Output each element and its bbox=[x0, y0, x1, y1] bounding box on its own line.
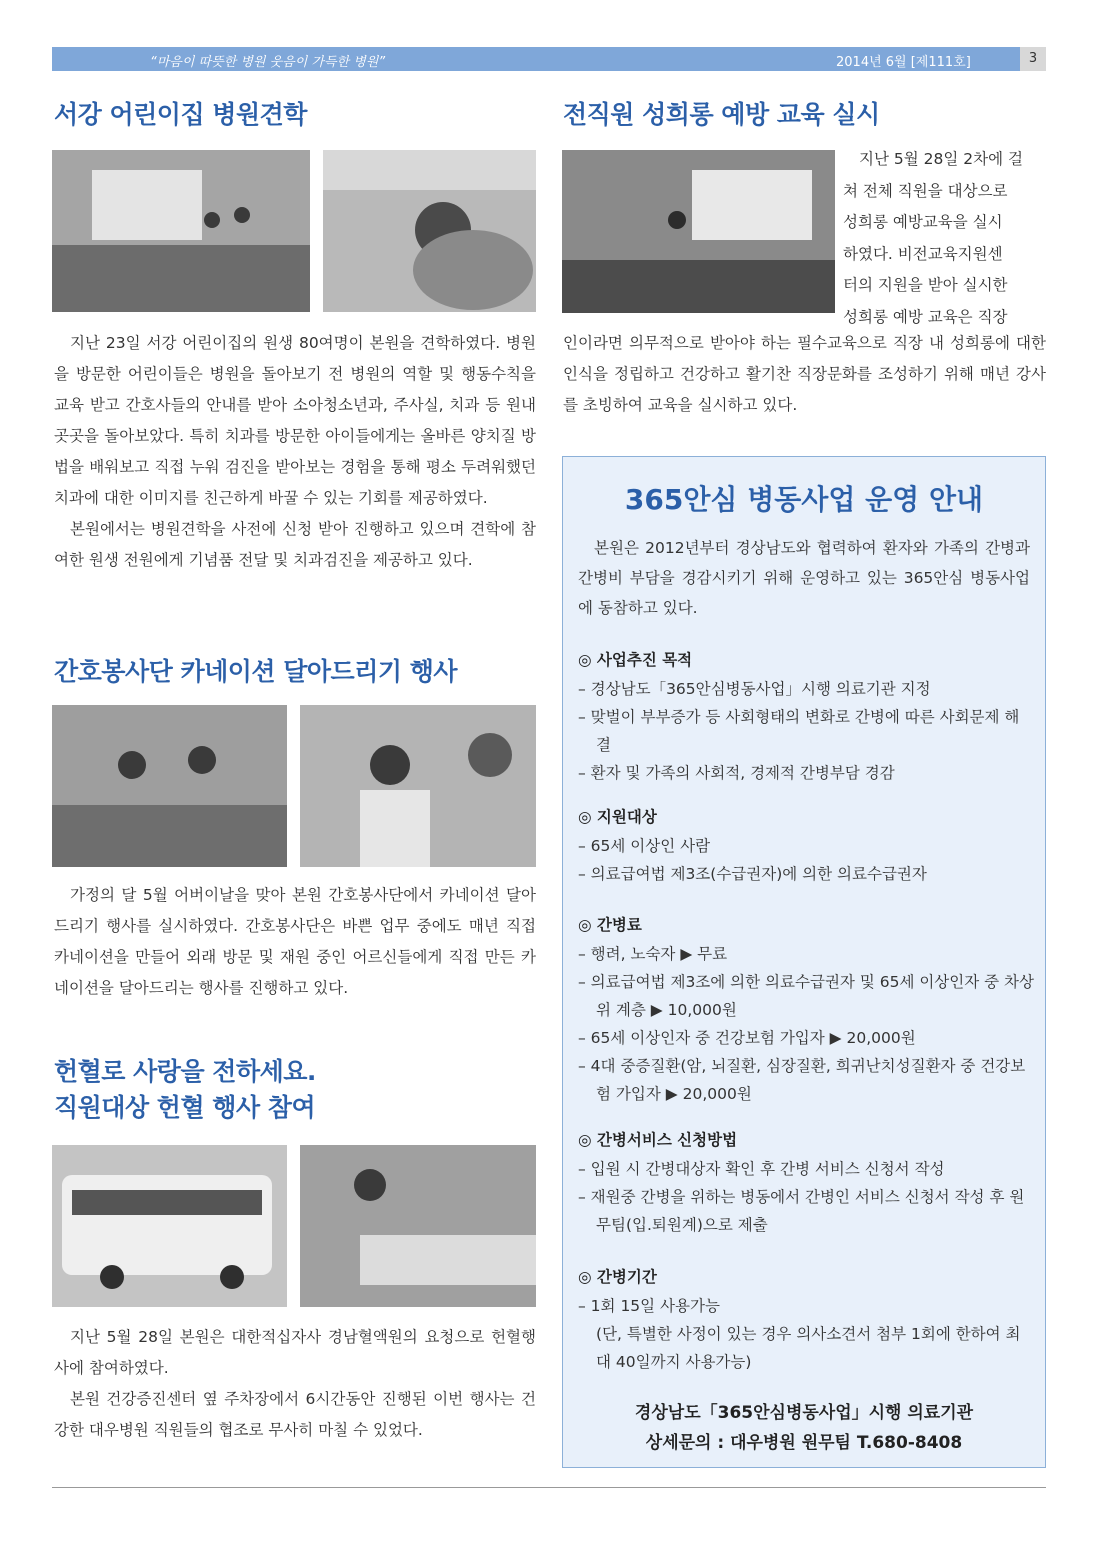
article-harassment-continuation bbox=[563, 328, 1046, 421]
section-item: – 의료급여법 제3조(수급권자)에 의한 의료수급권자 bbox=[578, 865, 927, 883]
article-carnation-body bbox=[54, 880, 536, 1004]
notice-title: 365안심 병동사업 운영 안내 bbox=[624, 483, 984, 516]
photo-dental-checkup bbox=[323, 150, 536, 312]
article-blood-paragraph: 지난 5월 28일 본원은 대한적십자사 경남혈액원의 요청으로 헌혈행사에 참여하였다. bbox=[54, 1328, 536, 1377]
article-carnation-paragraph: 가정의 달 5월 어버이날을 맞아 본원 간호봉사단에서 카네이션 달아드리기 행사를 실시하였다. 간호봉사단은 바쁜 업무 중에도 매년 직접 카네이션을 만들어 외래 방문 및 재원 중인 어르신들에게 직접 만든 카네이션을 달아드리는 행사를 진행하고 있다. bbox=[54, 886, 536, 997]
photo-blood-donation-bed bbox=[300, 1145, 536, 1307]
article-harassment-line: 터의 지원을 받아 실시한 bbox=[843, 276, 1008, 294]
section-item: – 65세 이상인 사람 bbox=[578, 837, 711, 855]
article-harassment-continuation-text: 인이라면 의무적으로 받아야 하는 필수교육으로 직장 내 성희롱에 대한 인식을 정립하고 건강하고 활기찬 직장문화를 조성하기 위해 매년 강사를 초빙하여 교육을 실시하고 있다. bbox=[563, 334, 1046, 414]
page-number: 3 bbox=[1028, 51, 1038, 66]
article-harassment-line: 성희롱 예방 교육은 직장 bbox=[843, 307, 1008, 326]
section-item: – 입원 시 간병대상자 확인 후 간병 서비스 신청서 작성 bbox=[578, 1160, 945, 1178]
section-item: – 경상남도「365안심병동사업」시행 의료기관 지정 bbox=[578, 680, 931, 698]
section-heading: ◎ 지원대상 bbox=[578, 808, 657, 826]
header-slogan: “마음이 따뜻한 병원 웃음이 가득한 병원” bbox=[150, 55, 386, 70]
section-note: (단, 특별한 사정이 있는 경우 의사소견서 첨부 1회에 한하여 최대 40일까지 사용가능) bbox=[596, 1325, 1021, 1371]
section-heading: ◎ 간병료 bbox=[578, 916, 642, 934]
article-harassment-side-text bbox=[843, 144, 1046, 333]
article-kindergarten-title: 서강 어린이집 병원견학 bbox=[54, 100, 307, 129]
notice-footer-contact: 상세문의 : 대우병원 원무팀 T.680-8408 bbox=[645, 1433, 963, 1453]
section-heading: ◎ 사업추진 목적 bbox=[578, 651, 693, 669]
notice-section-eligibility bbox=[578, 802, 1034, 888]
section-item: – 맞벌이 부부증가 등 사회형태의 변화로 간병에 따른 사회문제 해결 bbox=[578, 708, 1020, 754]
article-harassment-line: 쳐 전체 직원을 대상으로 bbox=[843, 181, 1008, 200]
section-item: – 의료급여법 제3조에 의한 의료수급권자 및 65세 이상인자 중 차상위 계층 ▶ 10,000원 bbox=[578, 973, 1035, 1019]
photo-harassment-lecture bbox=[562, 150, 835, 313]
notice-section-purpose bbox=[578, 645, 1034, 787]
section-item: – 65세 이상인자 중 건강보험 가입자 ▶ 20,000원 bbox=[578, 1029, 916, 1047]
article-harassment-line: 성희롱 예방교육을 실시 bbox=[843, 213, 1003, 231]
section-heading: ◎ 간병서비스 신청방법 bbox=[578, 1131, 738, 1149]
notice-footer-institution: 경상남도「365안심병동사업」시행 의료기관 bbox=[634, 1403, 974, 1423]
section-heading: ◎ 간병기간 bbox=[578, 1268, 657, 1286]
issue-label: 2014년 6월 [제111호] bbox=[836, 55, 971, 70]
section-item: – 행려, 노숙자 ▶ 무료 bbox=[578, 945, 728, 963]
bottom-divider bbox=[52, 1487, 1046, 1488]
notice-intro bbox=[578, 533, 1030, 623]
notice-intro-text: 본원은 2012년부터 경상남도와 협력하여 환자와 가족의 간병과 간병비 부담을 경감시키기 위해 운영하고 있는 365안심 병동사업에 동참하고 있다. bbox=[578, 539, 1030, 617]
article-kindergarten-paragraph: 지난 23일 서강 어린이집의 원생 80여명이 본원을 견학하였다. 병원을 방문한 어린이들은 병원을 돌아보기 전 병원의 역할 및 행동수칙을 교육 받고 간호사들의 안내를 받아 소아청소년과, 주사실, 치과 등 원내 곳곳을 돌아보았다. 특히 치과를 방문한 아이들에게는 올바른 양치질 방법을 배워보고 직접 누워 검진을 받아보는 경험을 통해 평소 두려워했던 치과에 대한 이미지를 친근하게 바꿀 수 있는 기회를 제공하였다. bbox=[54, 334, 536, 507]
article-carnation-title: 간호봉사단 카네이션 달아드리기 행사 bbox=[54, 657, 458, 686]
photo-carnation-making bbox=[52, 705, 287, 867]
section-item: – 4대 중증질환(암, 뇌질환, 심장질환, 희귀난치성질환자 중 건강보험 가입자 ▶ 20,000원 bbox=[578, 1057, 1026, 1103]
section-item: – 1회 15일 사용가능 bbox=[578, 1297, 720, 1315]
article-blood-title-line2: 직원대상 헌혈 행사 참여 bbox=[54, 1093, 316, 1122]
photo-kindergarten-classroom bbox=[52, 150, 310, 312]
notice-section-period bbox=[578, 1262, 1034, 1376]
section-item: – 재원중 간병을 위하는 병동에서 간병인 서비스 신청서 작성 후 원무팀(입.퇴원계)으로 제출 bbox=[578, 1188, 1025, 1234]
article-blood-body bbox=[54, 1322, 536, 1446]
photo-carnation-pinning bbox=[300, 705, 536, 867]
notice-section-fees bbox=[578, 910, 1034, 1108]
notice-section-application bbox=[578, 1125, 1034, 1239]
article-harassment-title: 전직원 성희롱 예방 교육 실시 bbox=[563, 100, 880, 129]
photo-blood-donation-bus bbox=[52, 1145, 287, 1307]
article-kindergarten-paragraph: 본원에서는 병원견학을 사전에 신청 받아 진행하고 있으며 견학에 참여한 원생 전원에게 기념품 전달 및 치과검진을 제공하고 있다. bbox=[54, 520, 536, 569]
article-harassment-line: 지난 5월 28일 2차에 걸 bbox=[859, 150, 1023, 168]
section-item: – 환자 및 가족의 사회적, 경제적 간병부담 경감 bbox=[578, 764, 895, 782]
article-harassment-line: 하였다. 비전교육지원센 bbox=[843, 244, 1003, 263]
article-blood-title-line1: 헌혈로 사랑을 전하세요. bbox=[54, 1057, 316, 1086]
article-blood-paragraph: 본원 건강증진센터 옆 주차장에서 6시간동안 진행된 이번 행사는 건강한 대우병원 직원들의 협조로 무사히 마칠 수 있었다. bbox=[54, 1390, 536, 1439]
article-kindergarten-body bbox=[54, 328, 536, 576]
